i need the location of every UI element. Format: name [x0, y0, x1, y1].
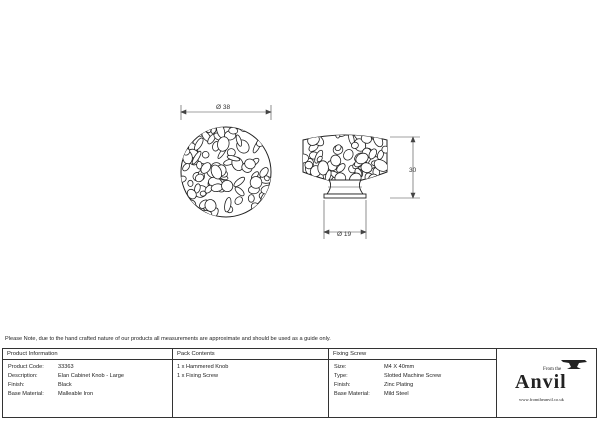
pack-contents-heading: Pack Contents — [173, 349, 328, 360]
pack-item — [173, 363, 328, 372]
product-code-row — [3, 363, 172, 372]
row-label: Type: — [334, 373, 348, 379]
logo-brand: Anvil — [515, 371, 567, 393]
row-value: Elan Cabinet Knob - Large — [58, 373, 124, 379]
row-value: M4 X 40mm — [384, 364, 415, 370]
finish-row — [329, 381, 496, 390]
row-value: 33363 — [58, 364, 74, 370]
disclaimer-note: Please Note, due to the hand crafted nature of our products all measurements are approximate and should be used as a guide only. — [5, 336, 331, 342]
pack-item-text: 1 x Hammered Knob — [177, 364, 229, 370]
hammered-texture-pebble — [248, 209, 259, 220]
row-value: Slotted Machine Screw — [384, 373, 442, 379]
height-label: 30 — [409, 167, 417, 174]
pack-item-text: 1 x Fixing Screw — [177, 373, 219, 379]
from-the-anvil-logo — [497, 349, 597, 417]
description-row — [3, 372, 172, 381]
row-label: Finish: — [334, 382, 351, 388]
hammered-texture-pebble — [188, 180, 194, 187]
row-label: Base Material: — [8, 391, 44, 397]
base-material-row — [329, 390, 496, 399]
spec-table — [2, 348, 597, 418]
hammered-texture-pebble — [186, 213, 198, 219]
row-label: Base Material: — [334, 391, 370, 397]
finish-row — [3, 381, 172, 390]
row-label: Product Code: — [8, 364, 44, 370]
type-row — [329, 372, 496, 381]
logo-url: www.fromtheanvil.co.uk — [519, 397, 564, 402]
fixing-screw-panel — [329, 349, 497, 417]
product-information-heading: Product Information — [3, 349, 172, 360]
hammered-texture-pebble — [264, 133, 273, 145]
row-label: Description: — [8, 373, 38, 379]
row-label: Size: — [334, 364, 347, 370]
knob-top-view — [174, 123, 275, 221]
hammered-texture-pebble — [178, 201, 190, 210]
hammered-texture-pebble — [180, 132, 189, 143]
row-value: Malleable Iron — [58, 391, 94, 397]
base-width-label: Ø 19 — [337, 231, 352, 238]
size-row — [329, 363, 496, 372]
hammered-texture-pebble — [248, 195, 254, 203]
base-material-row — [3, 390, 172, 399]
hammered-texture-pebble — [257, 206, 265, 215]
row-value: Black — [58, 382, 72, 388]
product-information-panel — [3, 349, 173, 417]
fixing-screw-heading: Fixing Screw — [329, 349, 496, 360]
row-value: Mild Steel — [384, 391, 409, 397]
logo-from-the: From the — [543, 367, 562, 372]
hammered-texture-pebble — [189, 207, 195, 216]
row-label: Finish: — [8, 382, 25, 388]
row-value: Zinc Plating — [384, 382, 414, 388]
anvil-icon — [559, 357, 589, 371]
pack-item — [173, 372, 328, 381]
knob-side-view — [297, 127, 390, 198]
hammered-texture-pebble — [263, 138, 275, 148]
pack-contents-panel — [173, 349, 329, 417]
top-width-label: Ø 38 — [216, 104, 231, 111]
